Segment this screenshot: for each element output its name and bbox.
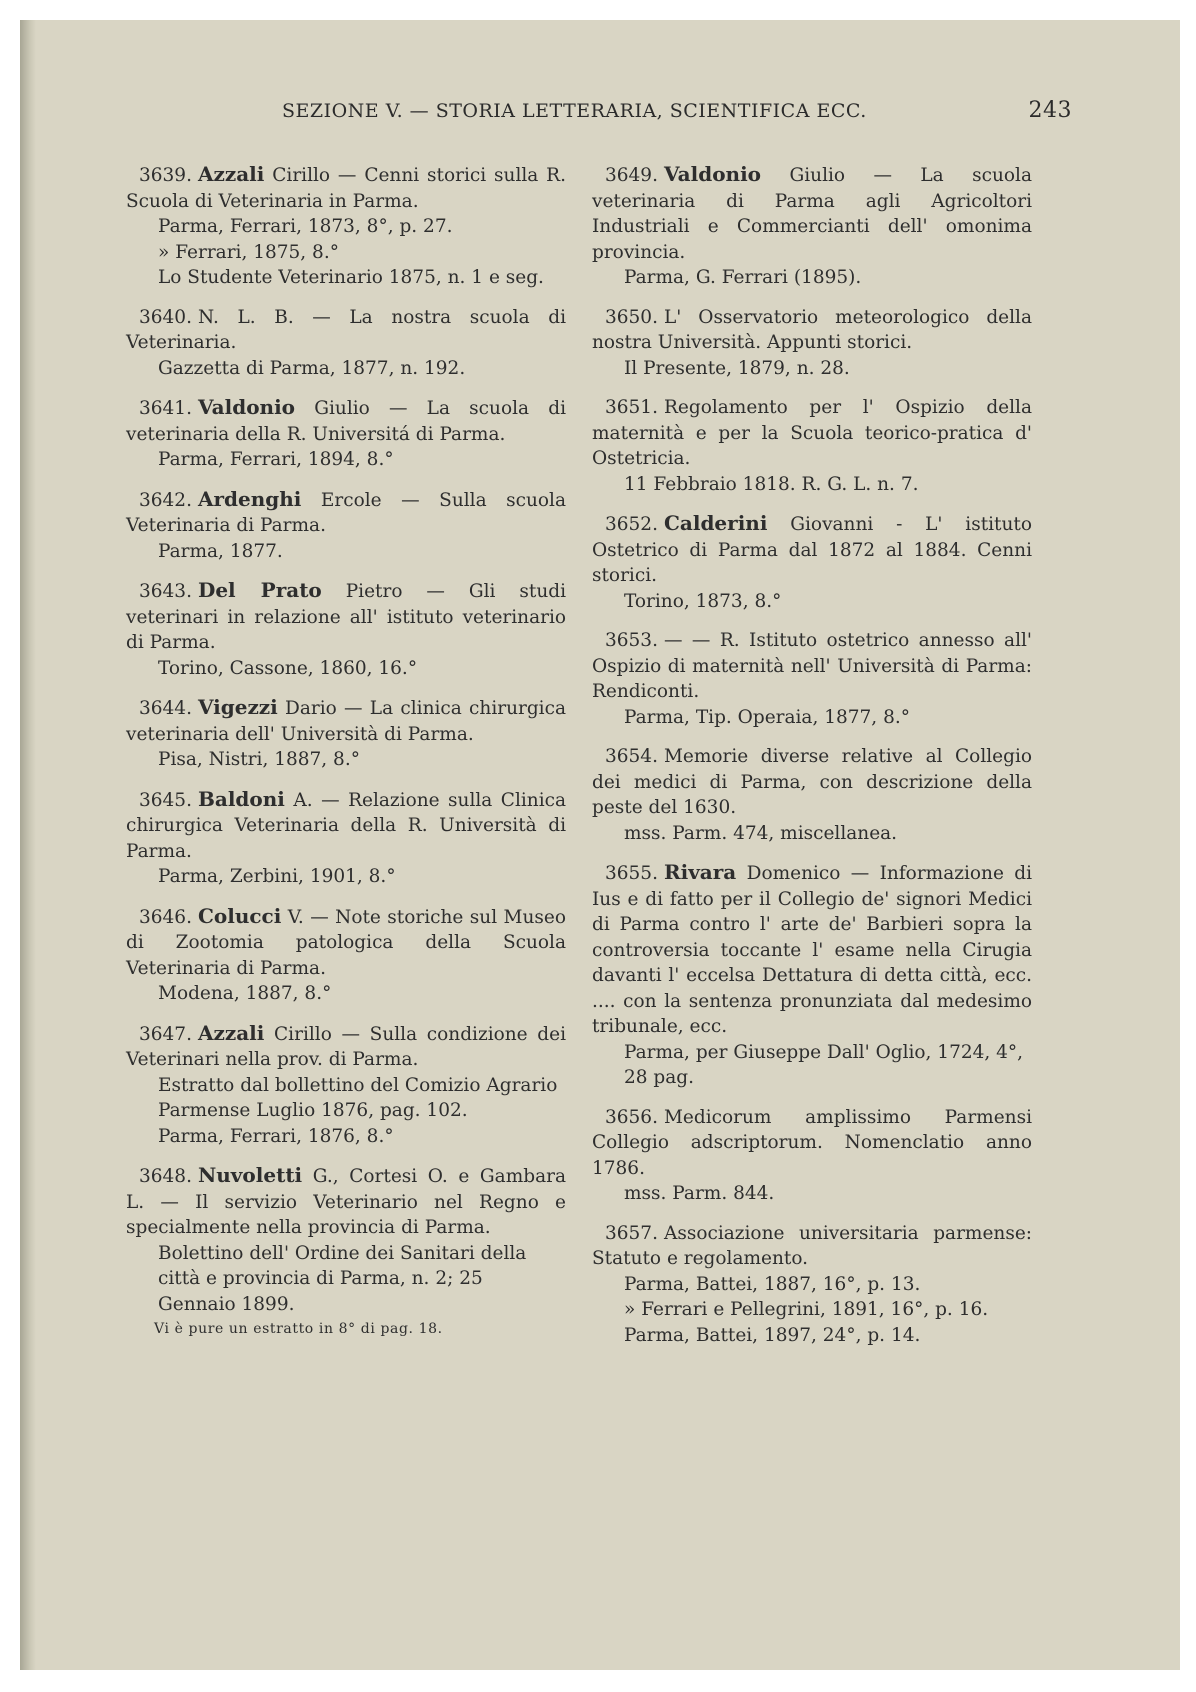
entry-heading <box>126 578 566 656</box>
entry-imprint: » Ferrari, 1875, 8.° <box>158 241 339 263</box>
entry-heading <box>126 787 566 865</box>
entry-heading <box>126 1163 566 1241</box>
entry-title: Giovanni - L' istituto Ostetrico di Parma dal 1872 al 1884. Cenni storici. <box>592 514 1032 586</box>
bibliography-entry <box>592 628 1032 730</box>
entry-title: Associazione universitaria parmense: Statuto e regolamento. <box>592 1222 1032 1269</box>
entry-heading <box>126 395 566 447</box>
binding-gutter <box>20 20 36 1670</box>
entry-number: 3650. <box>605 306 658 328</box>
entry-imprint: Parma, 1877. <box>158 540 283 562</box>
entry-imprint: » Ferrari e Pellegrini, 1891, 16°, p. 16. <box>624 1299 989 1320</box>
entry-number: 3648. <box>139 1166 192 1187</box>
entry-number: 3645. <box>139 789 192 811</box>
entry-heading <box>592 162 1032 265</box>
entry-number: 3643. <box>139 581 192 602</box>
entry-imprint: Parma, Ferrari, 1876, 8.° <box>158 1125 394 1147</box>
entry-number: 3647. <box>139 1023 192 1045</box>
entry-heading <box>592 628 1032 705</box>
entry-imprint: Modena, 1887, 8.° <box>158 983 332 1004</box>
entry-author: Calderini <box>663 511 768 535</box>
entry-number: 3651. <box>605 397 658 418</box>
entry-title: Domenico — Informazione di Ius e di fatto per il Collegio de' signori Medici di Parma contro l' arte de' Barbieri sopra la controversia toccante l' esame nella Cirugia davanti l' eccelsa Dettatura di detta città, ecc. .... con la sentenza pronunziata dal medesimo tribunale, ecc. <box>592 863 1033 1037</box>
entry-author: Colucci <box>197 903 282 928</box>
entry-heading <box>126 695 566 747</box>
entry-heading <box>126 305 566 356</box>
entry-title: Dario — La clinica chirurgica veterinaria dell' Università di Parma. <box>126 698 566 745</box>
entry-title: Giulio — La scuola veterinaria di Parma agli Agricoltori Industriali e Commercianti dell' omonima provincia. <box>592 165 1032 263</box>
entry-heading <box>126 1021 566 1073</box>
entry-author: Azzali <box>197 1020 265 1045</box>
entry-title: Cirillo — Cenni storici sulla R. Scuola di Veterinaria in Parma. <box>126 165 566 212</box>
entry-heading <box>126 904 566 982</box>
entry-imprint: Torino, 1873, 8.° <box>624 590 782 612</box>
entry-title: N. L. B. — La nostra scuola di Veterinaria. <box>126 306 566 353</box>
entry-number: 3644. <box>139 698 192 719</box>
entry-number: 3640. <box>139 306 192 328</box>
entry-title: — — R. Istituto ostetrico annesso all' Ospizio di maternità nell' Università di Parma: Rendiconti. <box>592 630 1032 702</box>
entry-number: 3654. <box>605 746 658 767</box>
entry-title: Regolamento per l' Ospizio della maternità e per la Scuola teorico-pratica d' Ostetricia. <box>592 397 1032 469</box>
entry-imprint: mss. Parm. 844. <box>624 1183 775 1204</box>
entry-imprint: Il Presente, 1879, n. 28. <box>624 357 850 379</box>
entry-imprint: Torino, Cassone, 1860, 16.° <box>158 657 418 679</box>
entry-imprint: Parma, G. Ferrari (1895). <box>624 267 862 288</box>
bibliography-entry <box>592 162 1032 291</box>
entry-number: 3649. <box>605 165 658 186</box>
entry-title: Medicorum amplissimo Parmensi Collegio adscriptorum. Nomenclatio anno 1786. <box>592 1106 1032 1179</box>
bibliography-entry <box>126 578 566 681</box>
entry-heading <box>592 1221 1032 1272</box>
bibliography-entry <box>592 860 1032 1091</box>
bibliography-entry <box>126 305 566 382</box>
entry-title: Giulio — La scuola di veterinaria della R. Universitá di Parma. <box>126 398 566 445</box>
bibliography-entry <box>126 162 566 291</box>
entry-title: A. — Relazione sulla Clinica chirurgica Veterinaria della R. Università di Parma. <box>126 789 566 862</box>
entry-number: 3642. <box>139 489 192 511</box>
entry-number: 3639. <box>139 165 192 186</box>
entry-author: Nuvoletti <box>197 1163 303 1187</box>
bibliography-entry <box>592 511 1032 614</box>
bibliography-entry <box>126 395 566 473</box>
entry-imprint: Parma, Battei, 1897, 24°, p. 14. <box>624 1324 921 1346</box>
bibliography-entry <box>592 744 1032 846</box>
entry-imprint: mss. Parm. 474, miscellanea. <box>624 822 898 844</box>
bibliography-entry <box>592 305 1032 382</box>
entry-number: 3646. <box>139 906 192 928</box>
entry-imprint: Parma, Tip. Operaia, 1877, 8.° <box>624 706 910 728</box>
entry-heading <box>592 511 1032 589</box>
entry-heading <box>592 860 1032 1040</box>
bibliography-entry <box>592 1105 1032 1207</box>
bibliography-entry <box>592 395 1032 497</box>
entry-heading <box>126 162 566 214</box>
entry-imprint: Lo Studente Veterinario 1875, n. 1 e seg. <box>158 267 544 288</box>
entry-title: Memorie diverse relative al Collegio dei medici di Parma, con descrizione della peste del 1630. <box>592 746 1032 818</box>
entry-number: 3652. <box>605 514 658 535</box>
entry-imprint: Parma, Ferrari, 1894, 8.° <box>158 449 394 470</box>
entry-imprint: Parma, Battei, 1887, 16°, p. 13. <box>624 1273 921 1295</box>
entry-number: 3641. <box>139 398 192 419</box>
entry-title: V. — Note storiche sul Museo di Zootomia patologica della Scuola Veterinaria di Parma. <box>126 906 566 979</box>
entry-author: Ardenghi <box>197 486 302 511</box>
entry-author: Baldoni <box>197 786 285 811</box>
entry-note: Vi è pure un estratto in 8° di pag. 18. <box>154 1321 443 1337</box>
scanned-page <box>20 20 1180 1670</box>
bibliography-entry <box>126 1021 566 1150</box>
entry-imprint: Gazzetta di Parma, 1877, n. 192. <box>158 357 466 379</box>
entry-imprint: Bolettino dell' Ordine dei Sanitari della città e provincia di Parma, n. 2; 25 Gennaio 1899. <box>158 1242 527 1315</box>
entry-number: 3655. <box>605 863 658 884</box>
entry-author: Azzali <box>197 162 265 186</box>
entry-author: Vigezzi <box>197 695 278 719</box>
entry-number: 3653. <box>605 630 658 651</box>
entry-imprint: 11 Febbraio 1818. R. G. L. n. 7. <box>624 473 919 495</box>
right-column <box>592 162 1032 1362</box>
bibliography-entry <box>126 695 566 773</box>
entry-author: Valdonio <box>197 395 296 419</box>
entry-imprint: Estratto dal bollettino del Comizio Agrario Parmense Luglio 1876, pag. 102. <box>158 1074 558 1121</box>
entry-number: 3657. <box>605 1222 658 1244</box>
entry-imprint: Parma, per Giuseppe Dall' Oglio, 1724, 4°, 28 pag. <box>624 1041 1024 1088</box>
entry-author: Del Prato <box>197 578 322 602</box>
entry-heading <box>592 395 1032 472</box>
bibliography-entry <box>126 904 566 1007</box>
entry-imprint: Parma, Ferrari, 1873, 8°, p. 27. <box>158 216 453 237</box>
entry-title: Pietro — Gli studi veterinari in relazione all' istituto veterinario di Parma. <box>126 581 566 653</box>
entry-title: G., Cortesi O. e Gambara L. — Il servizio Veterinario nel Regno e specialmente nella provincia di Parma. <box>126 1166 566 1238</box>
section-title: SEZIONE V. — STORIA LETTERARIA, SCIENTIFICA ECC. <box>282 100 867 122</box>
entry-imprint: Parma, Zerbini, 1901, 8.° <box>158 866 396 887</box>
page-number: 243 <box>1028 98 1072 123</box>
left-column <box>126 162 566 1357</box>
bibliography-entry <box>126 487 566 565</box>
entry-heading <box>592 744 1032 821</box>
entry-heading <box>592 305 1032 356</box>
entry-author: Rivara <box>663 860 737 884</box>
entry-title: L' Osservatorio meteorologico della nostra Università. Appunti storici. <box>592 306 1032 353</box>
bibliography-entry <box>126 787 566 890</box>
entry-title: Ercole — Sulla scuola Veterinaria di Parma. <box>126 489 566 536</box>
entry-number: 3656. <box>605 1106 658 1128</box>
entry-imprint: Pisa, Nistri, 1887, 8.° <box>158 749 360 770</box>
bibliography-entry <box>126 1163 566 1343</box>
bibliography-entry <box>592 1221 1032 1349</box>
entry-heading <box>592 1105 1032 1182</box>
entry-author: Valdonio <box>663 162 762 186</box>
entry-heading <box>126 487 566 539</box>
entry-title: Cirillo — Sulla condizione dei Veterinari nella prov. di Parma. <box>126 1023 566 1070</box>
